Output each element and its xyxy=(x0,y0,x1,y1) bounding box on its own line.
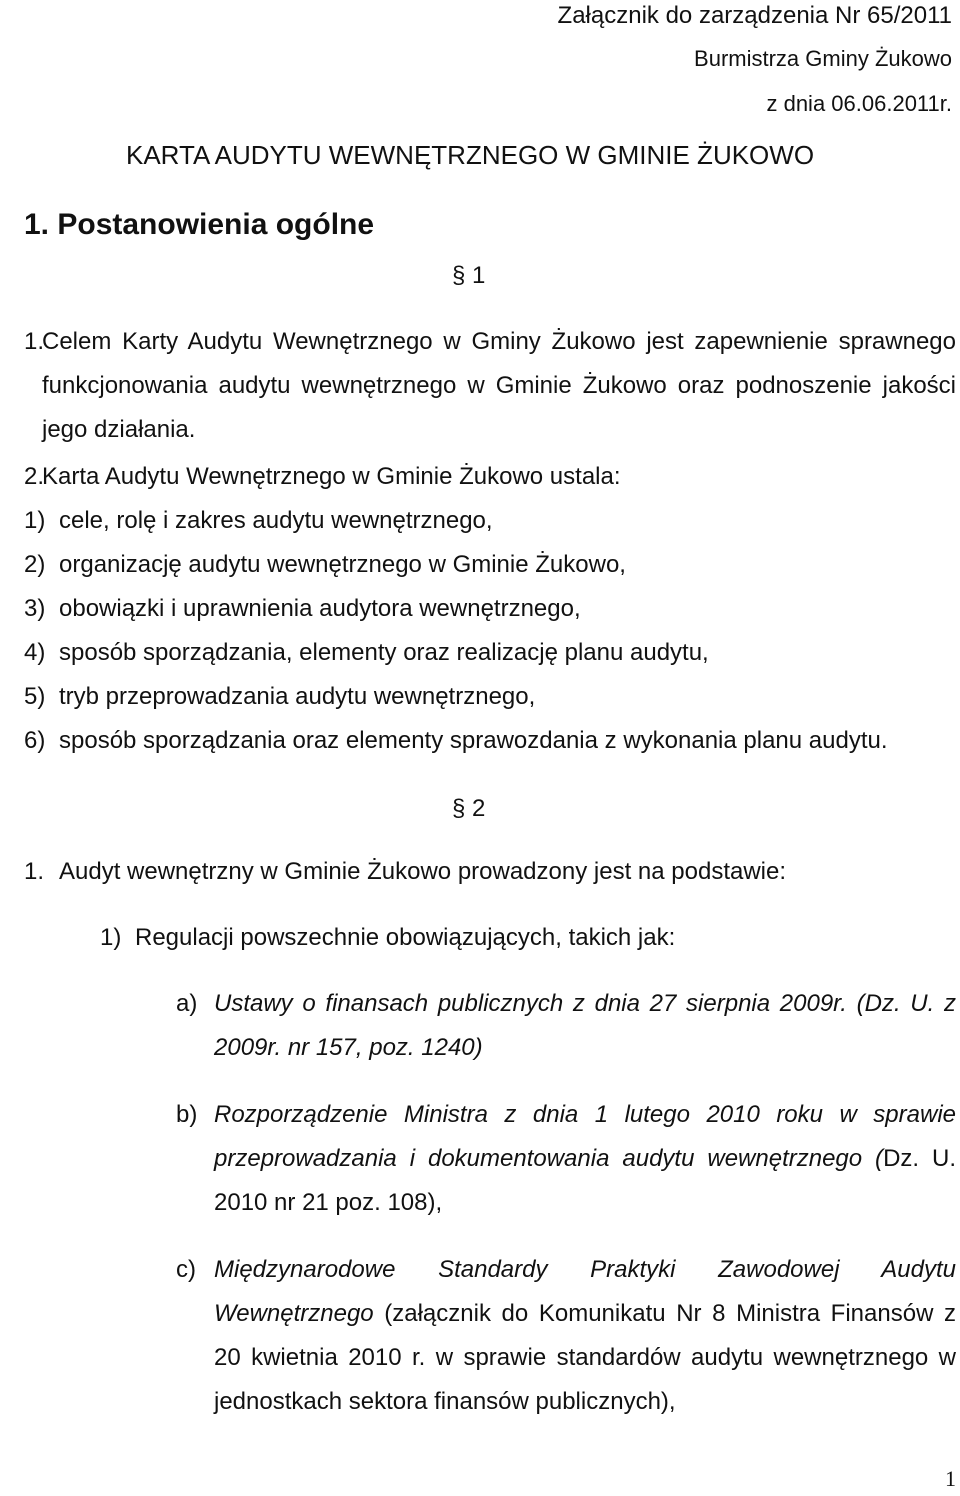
document-title: KARTA AUDYTU WEWNĘTRZNEGO W GMINIE ŻUKOWO xyxy=(126,140,815,170)
act-title: Ustawy o finansach publicznych z dnia 27 sierpnia 2009r. (Dz. U. z 2009r. nr 157, poz. 1240) xyxy=(214,990,956,1061)
item-number: 2) xyxy=(24,551,46,578)
item-text: cele, rolę i zakres audytu wewnętrznego, xyxy=(59,507,493,534)
act-title: Rozporządzenie Ministra z dnia 1 lutego 2010 roku w sprawie przeprowadzania i dokumentowania audytu wewnętrznego ( xyxy=(214,1101,956,1172)
item-text: obowiązki i uprawnienia audytora wewnętrznego, xyxy=(59,595,581,622)
item-text xyxy=(214,1248,956,1424)
item-text: Regulacji powszechnie obowiązujących, takich jak: xyxy=(135,924,676,951)
item-text: sposób sporządzania, elementy oraz realizację planu audytu, xyxy=(59,639,709,666)
paragraph-sign-2: § 2 xyxy=(452,795,486,822)
item-number: 1) xyxy=(100,924,122,951)
list-item xyxy=(24,675,956,719)
list-item xyxy=(24,719,956,763)
list-item xyxy=(24,631,956,675)
point-text: Karta Audytu Wewnętrznego w Gminie Żukowo ustala: xyxy=(42,463,621,490)
regulation-a xyxy=(176,982,956,1070)
act-reference: Dz. U. 2010 nr 21 poz. 108), xyxy=(214,1145,956,1216)
item-number: 5) xyxy=(24,683,46,710)
list-item xyxy=(24,499,956,543)
point-number: 2. xyxy=(24,463,45,490)
regulation-b xyxy=(176,1093,956,1225)
point-text: Celem Karty Audytu Wewnętrznego w Gminy Żukowo jest zapewnienie sprawnego funkcjonowania audytu wewnętrznego w Gminie Żukowo oraz podnoszenie jakości jego działania. xyxy=(42,328,956,443)
paragraph-1-point-2 xyxy=(24,455,956,499)
page-number: 1 xyxy=(945,1466,956,1491)
paragraph-sign-1: § 1 xyxy=(452,262,486,289)
item-text: tryb przeprowadzania audytu wewnętrznego, xyxy=(59,683,536,710)
item-number: 3) xyxy=(24,595,46,622)
paragraph-1-point-1 xyxy=(24,320,956,452)
header-date-line: z dnia 06.06.2011r. xyxy=(766,91,952,116)
item-letter: c) xyxy=(176,1256,196,1283)
item-text: sposób sporządzania oraz elementy sprawozdania z wykonania planu audytu. xyxy=(59,727,888,754)
point-text: Audyt wewnętrzny w Gminie Żukowo prowadzony jest na podstawie: xyxy=(59,858,787,885)
regulation-c xyxy=(176,1248,956,1424)
item-text xyxy=(214,982,956,1070)
item-number: 4) xyxy=(24,639,46,666)
act-title: Międzynarodowe Standardy Praktyki Zawodowej Audytu Wewnętrznego xyxy=(214,1256,956,1327)
point-number: 1. xyxy=(24,328,45,355)
header-annex-line: Załącznik do zarządzenia Nr 65/2011 xyxy=(557,2,952,29)
section-title: 1. Postanowienia ogólne xyxy=(24,208,375,241)
item-letter: b) xyxy=(176,1101,198,1128)
point-number: 1. xyxy=(24,858,45,885)
list-item xyxy=(24,543,956,587)
item-text xyxy=(214,1093,956,1225)
item-number: 1) xyxy=(24,507,46,534)
item-letter: a) xyxy=(176,990,198,1017)
act-reference: (załącznik do Komunikatu Nr 8 Ministra Finansów z 20 kwietnia 2010 r. w sprawie standardów audytu wewnętrznego w jednostkach sektora finansów publicznych), xyxy=(214,1300,956,1415)
legal-basis-item xyxy=(100,916,956,960)
item-text: organizację audytu wewnętrznego w Gminie Żukowo, xyxy=(59,551,626,578)
header-mayor-line: Burmistrza Gminy Żukowo xyxy=(694,46,952,71)
list-item xyxy=(24,587,956,631)
item-number: 6) xyxy=(24,727,46,754)
paragraph-2-point-1 xyxy=(24,850,956,894)
scope-list xyxy=(24,499,956,763)
